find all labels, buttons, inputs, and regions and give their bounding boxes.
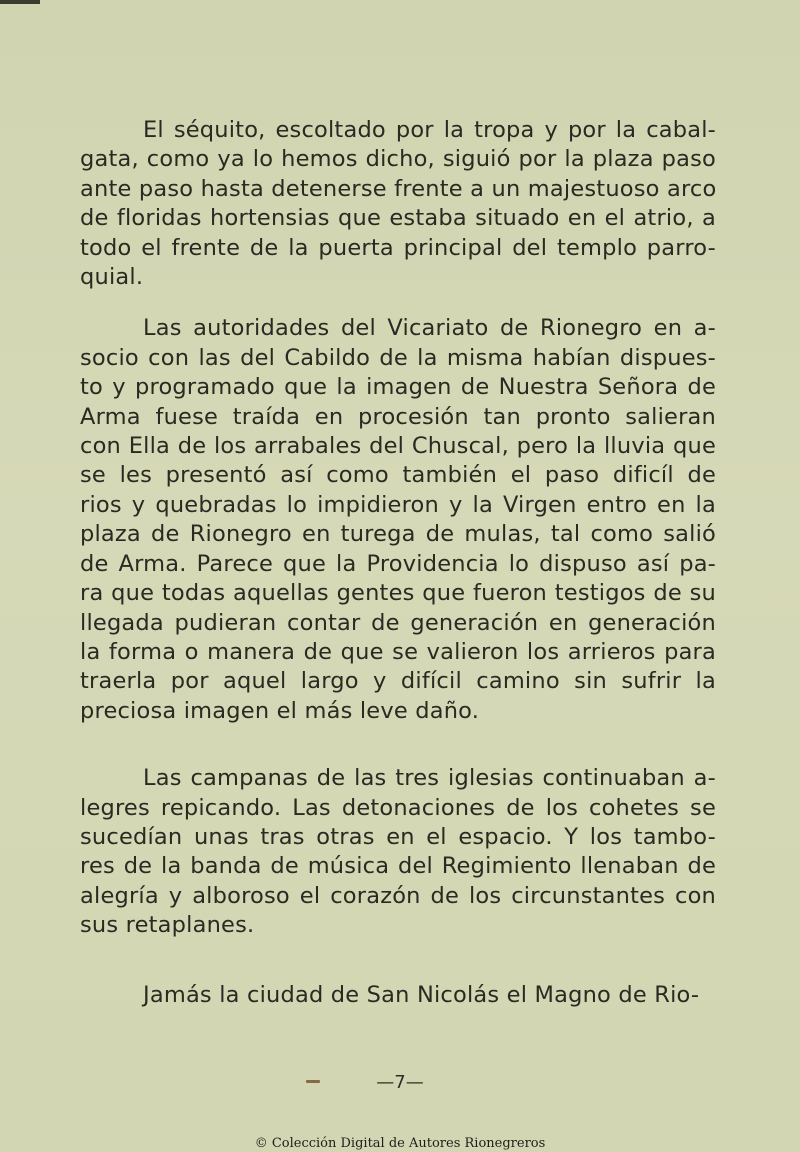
text-line: ante paso hasta detenerse frente a un majestuoso arco: [80, 175, 717, 202]
text-line: gata, como ya lo hemos dicho, siguió por la plaza paso: [80, 146, 716, 173]
text-line: Arma fuese traída en procesión tan pronto salieran: [80, 403, 716, 430]
text-line: traerla por aquel largo y difícil camino sin sufrir la: [80, 668, 716, 695]
text-line: sus retaplanes.: [80, 912, 255, 939]
text-line: la forma o manera de que se valieron los arrieros para: [80, 638, 716, 665]
text-line: preciosa imagen el más leve daño.: [80, 697, 480, 724]
text-line: legres repicando. Las detonaciones de los cohetes se: [80, 794, 716, 821]
text-line: se les presentó así como también el paso dificíl de: [80, 462, 716, 489]
text-line: alegría y alboroso el corazón de los circunstantes con: [80, 882, 716, 909]
text-line: res de la banda de música del Regimiento llenaban de: [80, 853, 716, 880]
text-line: to y programado que la imagen de Nuestra Señora de: [80, 374, 716, 401]
text-line: quial.: [80, 264, 144, 291]
text-line: Las autoridades del Vicariato de Rionegro en a-: [143, 315, 716, 342]
text-line: plaza de Rionegro en turega de mulas, tal como salió: [80, 521, 716, 548]
paragraph-4: [80, 981, 716, 1010]
paragraph-3: [80, 764, 716, 940]
paragraph-1: [80, 116, 716, 292]
text-line: Las campanas de las tres iglesias continuaban a-: [143, 765, 716, 792]
text-line: de floridas hortensias que estaba situado en el atrio, a: [80, 205, 716, 232]
text-line: Jamás la ciudad de San Nicolás el Magno de Rio-: [143, 981, 700, 1008]
text-line: todo el frente de la puerta principal del templo parro-: [80, 234, 716, 261]
text-line: El séquito, escoltado por la tropa y por la cabal-: [143, 117, 716, 143]
text-line: socio con las del Cabildo de la misma habían dispues-: [80, 344, 716, 371]
text-line: de Arma. Parece que la Providencia lo dispuso así pa-: [80, 550, 716, 577]
paragraph-2: [80, 314, 716, 726]
text-line: llegada pudieran contar de generación en generación: [80, 609, 716, 636]
scan-edge-mark: [0, 0, 40, 4]
copyright-footer: © Colección Digital de Autores Rionegreros: [254, 1136, 546, 1151]
text-line: rios y quebradas lo impidieron y la Virgen entro en la: [80, 491, 716, 518]
text-line: sucedían unas tras otras en el espacio. Y los tambo-: [80, 823, 716, 850]
text-line: ra que todas aquellas gentes que fueron testigos de su: [80, 580, 716, 607]
text-line: con Ella de los arrabales del Chuscal, pero la lluvia que: [80, 433, 716, 460]
body-text: [80, 116, 716, 1033]
page-number: —7—: [376, 1072, 424, 1093]
